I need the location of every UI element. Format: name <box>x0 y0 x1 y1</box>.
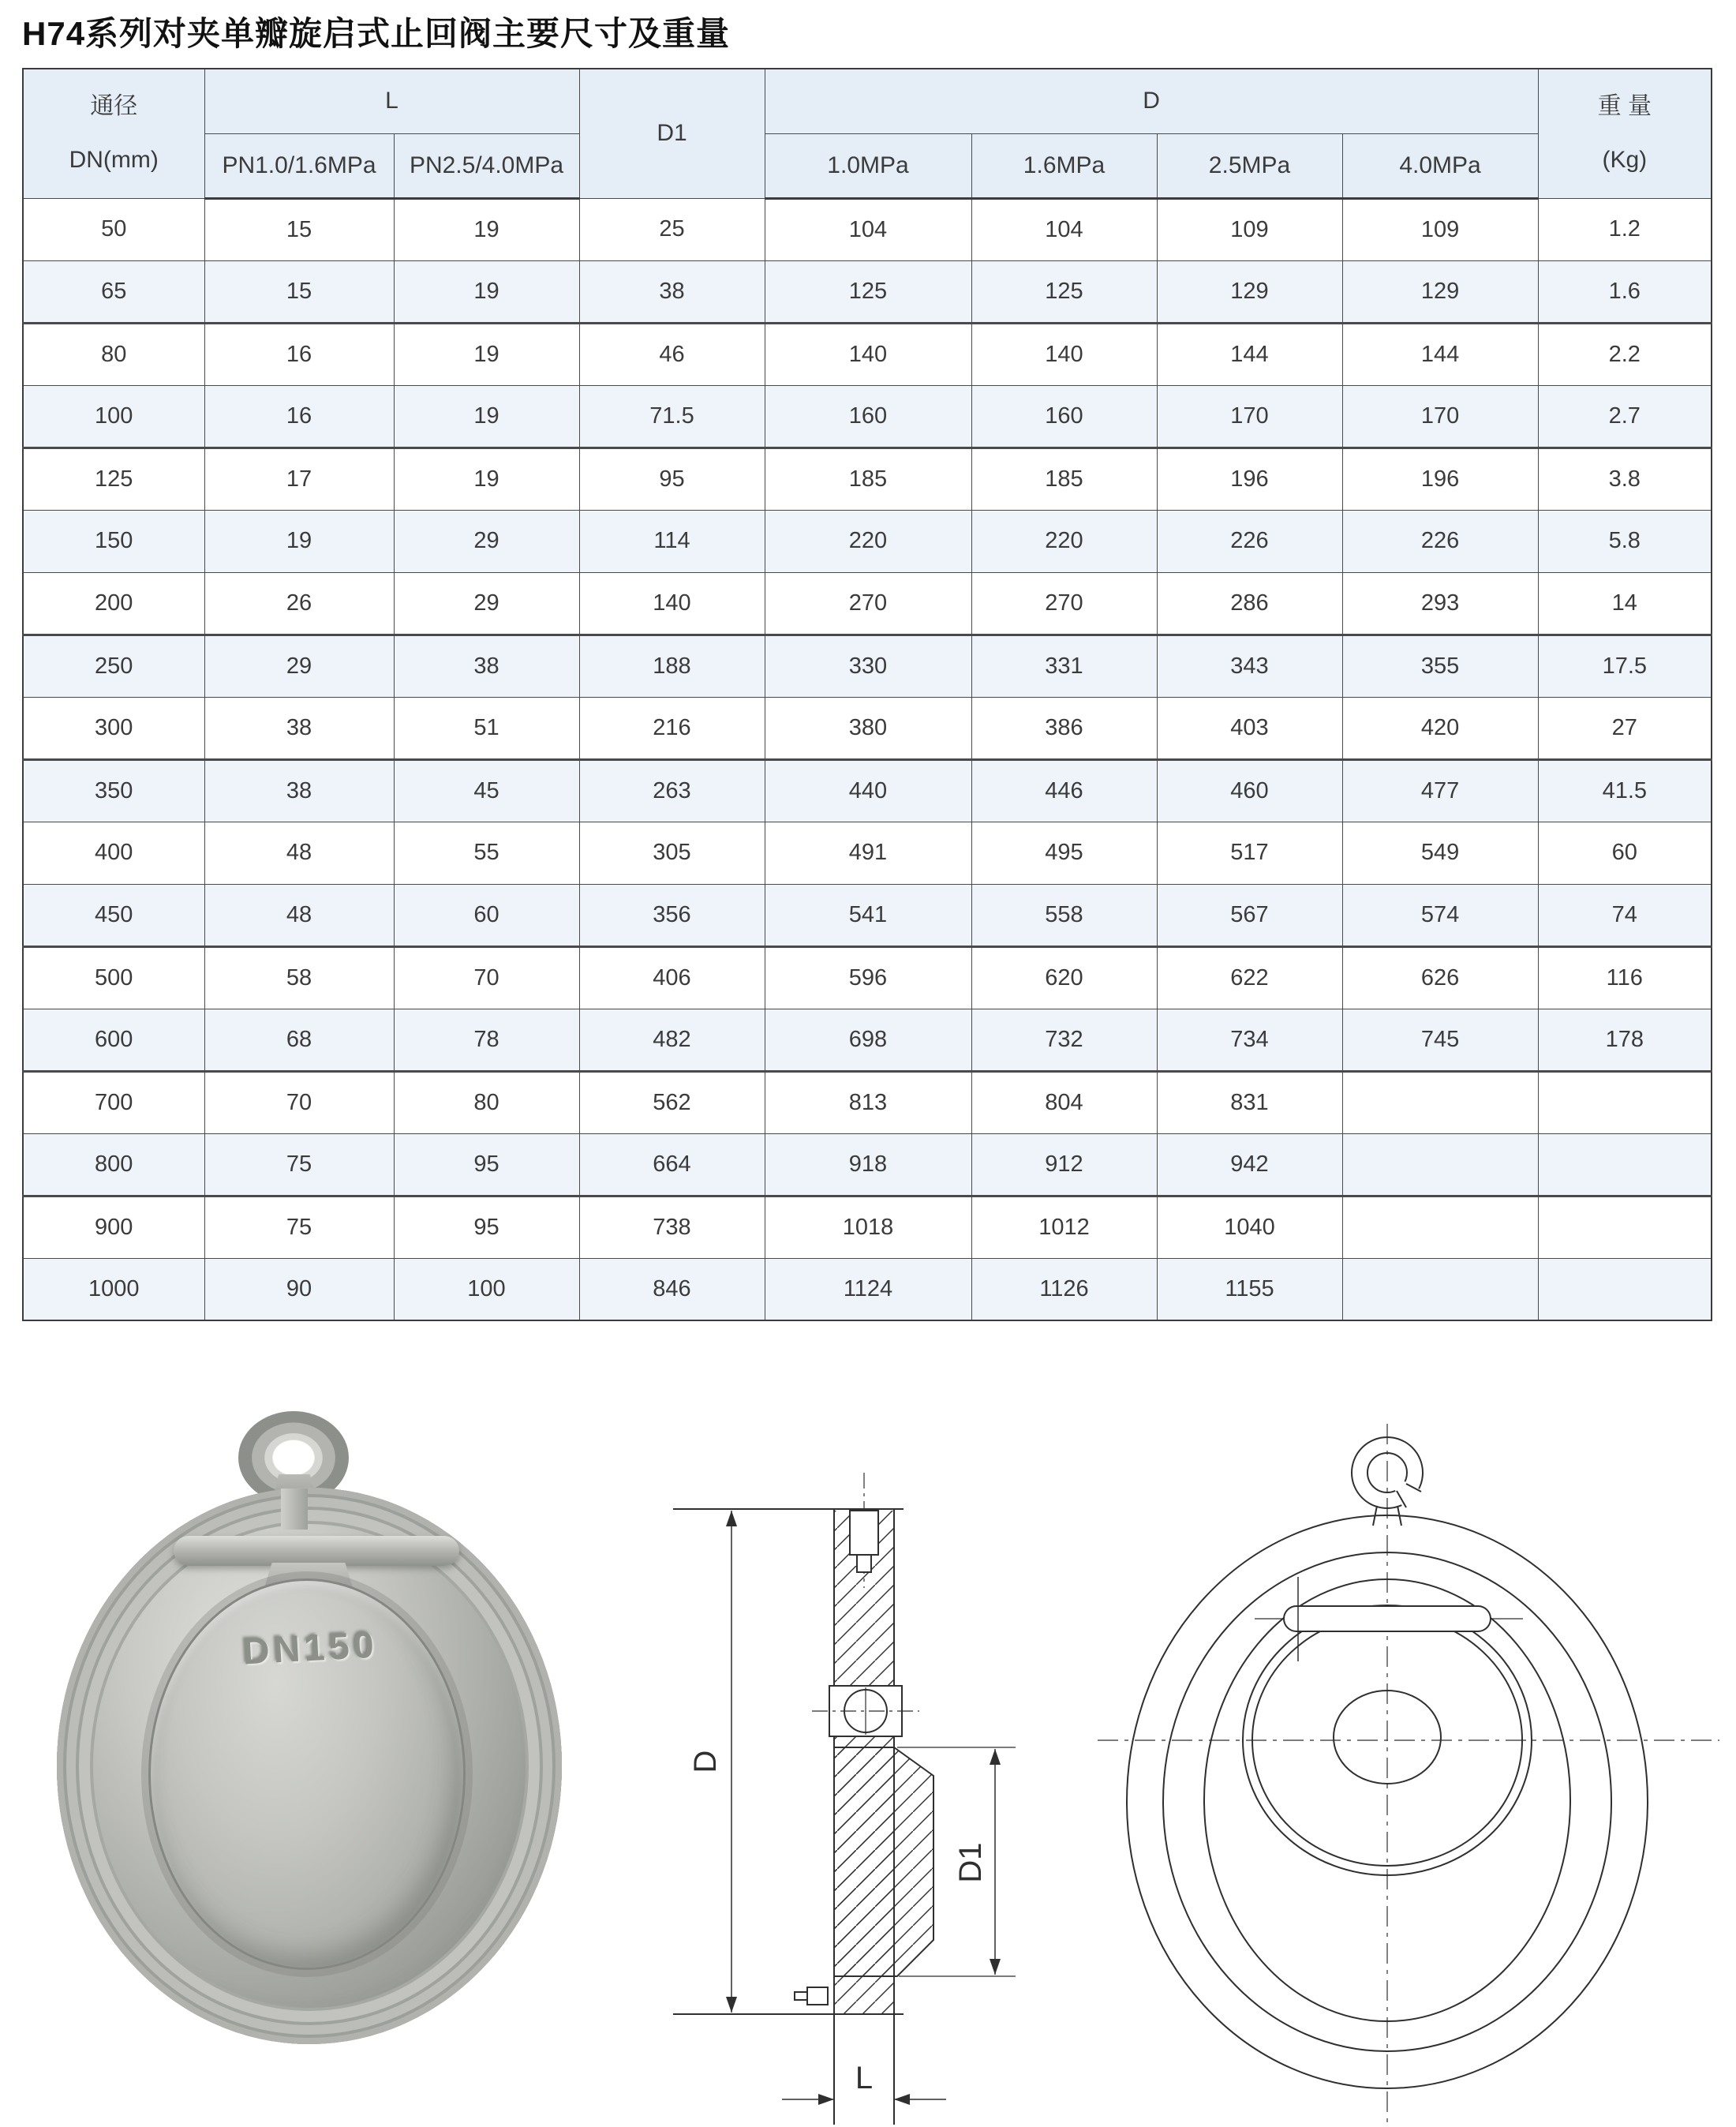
header-d-16mpa: 1.6MPa <box>971 133 1157 198</box>
table-cell: 495 <box>971 822 1157 884</box>
table-cell: 188 <box>579 635 765 697</box>
table-cell: 732 <box>971 1009 1157 1071</box>
table-cell: 196 <box>1342 447 1538 510</box>
table-cell: 2.7 <box>1538 385 1712 447</box>
table-cell: 15 <box>204 260 394 323</box>
table-cell: 1018 <box>765 1196 971 1258</box>
table-cell: 450 <box>23 884 204 946</box>
table-cell: 343 <box>1157 635 1342 697</box>
table-cell: 446 <box>971 759 1157 822</box>
table-cell: 19 <box>394 260 579 323</box>
pivot-pin-bar <box>174 1536 459 1566</box>
table-cell: 140 <box>579 572 765 635</box>
table-cell: 216 <box>579 697 765 759</box>
table-cell: 745 <box>1342 1009 1538 1071</box>
table-cell: 38 <box>394 635 579 697</box>
table-cell: 74 <box>1538 884 1712 946</box>
table-cell: 71.5 <box>579 385 765 447</box>
table-cell: 178 <box>1538 1009 1712 1071</box>
table-cell: 562 <box>579 1071 765 1133</box>
table-cell: 95 <box>394 1196 579 1258</box>
table-cell: 1124 <box>765 1258 971 1320</box>
header-d-25mpa: 2.5MPa <box>1157 133 1342 198</box>
table-cell: 293 <box>1342 572 1538 635</box>
table-cell: 331 <box>971 635 1157 697</box>
table-cell: 482 <box>579 1009 765 1071</box>
table-cell <box>1342 1071 1538 1133</box>
table-cell <box>1342 1196 1538 1258</box>
table-row <box>23 1009 1712 1071</box>
table-cell: 50 <box>23 198 204 260</box>
table-cell: 109 <box>1157 198 1342 260</box>
table-cell: 160 <box>971 385 1157 447</box>
table-cell: 109 <box>1342 198 1538 260</box>
table-cell: 1155 <box>1157 1258 1342 1320</box>
table-cell: 80 <box>23 323 204 385</box>
table-cell: 45 <box>394 759 579 822</box>
table-cell: 17 <box>204 447 394 510</box>
table-cell: 60 <box>394 884 579 946</box>
lower-bolt <box>807 1987 828 2005</box>
table-row <box>23 759 1712 822</box>
table-row <box>23 1196 1712 1258</box>
table-row <box>23 1258 1712 1320</box>
table-cell: 114 <box>579 510 765 572</box>
table-cell: 220 <box>765 510 971 572</box>
table-row <box>23 447 1712 510</box>
header-d1: D1 <box>579 69 765 198</box>
table-cell: 46 <box>579 323 765 385</box>
table-cell <box>1538 1196 1712 1258</box>
table-cell: 80 <box>394 1071 579 1133</box>
table-cell: 125 <box>971 260 1157 323</box>
header-l-pn10-16: PN1.0/1.6MPa <box>204 133 394 198</box>
table-cell: 620 <box>971 946 1157 1009</box>
table-cell: 19 <box>204 510 394 572</box>
valve-photo <box>0 1342 631 2127</box>
dimension-table-wrap <box>22 68 1712 1321</box>
header-l-pn25-40: PN2.5/4.0MPa <box>394 133 579 198</box>
figures-section <box>0 1342 1736 2127</box>
table-cell: 150 <box>23 510 204 572</box>
table-cell: 38 <box>204 697 394 759</box>
table-cell: 29 <box>394 510 579 572</box>
table-cell: 196 <box>1157 447 1342 510</box>
table-cell: 125 <box>765 260 971 323</box>
table-cell: 804 <box>971 1071 1157 1133</box>
table-cell: 2.2 <box>1538 323 1712 385</box>
table-cell: 58 <box>204 946 394 1009</box>
table-cell: 100 <box>23 385 204 447</box>
table-cell: 95 <box>579 447 765 510</box>
table-cell: 286 <box>1157 572 1342 635</box>
table-cell: 48 <box>204 884 394 946</box>
table-cell: 596 <box>765 946 971 1009</box>
dim-label-d1: D1 <box>953 1842 988 1883</box>
table-cell: 1040 <box>1157 1196 1342 1258</box>
table-cell <box>1538 1133 1712 1196</box>
dim-label-l: L <box>855 2061 874 2095</box>
table-cell: 3.8 <box>1538 447 1712 510</box>
table-cell: 38 <box>579 260 765 323</box>
table-cell: 15 <box>204 198 394 260</box>
dimension-table <box>22 68 1712 1321</box>
table-cell: 226 <box>1342 510 1538 572</box>
table-row <box>23 946 1712 1009</box>
table-cell: 100 <box>394 1258 579 1320</box>
table-cell: 16 <box>204 385 394 447</box>
table-cell: 270 <box>765 572 971 635</box>
table-cell: 1126 <box>971 1258 1157 1320</box>
table-cell: 26 <box>204 572 394 635</box>
table-cell: 270 <box>971 572 1157 635</box>
dimension-table-body <box>23 198 1712 1320</box>
table-cell: 144 <box>1342 323 1538 385</box>
table-cell: 500 <box>23 946 204 1009</box>
header-d-10mpa: 1.0MPa <box>765 133 971 198</box>
table-cell: 129 <box>1342 260 1538 323</box>
table-cell: 305 <box>579 822 765 884</box>
table-cell: 104 <box>765 198 971 260</box>
table-cell: 95 <box>394 1133 579 1196</box>
table-cell: 41.5 <box>1538 759 1712 822</box>
table-cell: 90 <box>204 1258 394 1320</box>
table-cell: 55 <box>394 822 579 884</box>
header-dn: 通径 DN(mm) <box>23 69 204 198</box>
table-cell: 300 <box>23 697 204 759</box>
table-cell: 800 <box>23 1133 204 1196</box>
table-cell: 1.2 <box>1538 198 1712 260</box>
table-cell: 17.5 <box>1538 635 1712 697</box>
table-cell: 700 <box>23 1071 204 1133</box>
table-cell: 75 <box>204 1196 394 1258</box>
table-cell: 19 <box>394 447 579 510</box>
table-cell: 104 <box>971 198 1157 260</box>
table-cell: 226 <box>1157 510 1342 572</box>
section-drawing <box>667 1452 1022 2127</box>
table-cell: 1.6 <box>1538 260 1712 323</box>
table-cell: 129 <box>1157 260 1342 323</box>
pin-front <box>1284 1606 1491 1631</box>
table-row <box>23 323 1712 385</box>
table-cell: 19 <box>394 323 579 385</box>
table-cell: 330 <box>765 635 971 697</box>
table-cell: 558 <box>971 884 1157 946</box>
table-cell <box>1538 1258 1712 1320</box>
bolt-nut <box>857 1555 871 1572</box>
table-row <box>23 510 1712 572</box>
table-cell: 170 <box>1157 385 1342 447</box>
header-d-group: D <box>765 69 1538 133</box>
table-cell: 29 <box>204 635 394 697</box>
table-cell: 185 <box>765 447 971 510</box>
table-cell: 60 <box>1538 822 1712 884</box>
table-cell: 250 <box>23 635 204 697</box>
table-row <box>23 1071 1712 1133</box>
table-cell: 664 <box>579 1133 765 1196</box>
table-cell: 406 <box>579 946 765 1009</box>
table-cell: 48 <box>204 822 394 884</box>
table-cell: 355 <box>1342 635 1538 697</box>
table-row <box>23 572 1712 635</box>
table-cell: 698 <box>765 1009 971 1071</box>
table-row <box>23 385 1712 447</box>
page-title: H74系列对夹单瓣旋启式止回阀主要尺寸及重量 <box>22 15 731 52</box>
table-row <box>23 635 1712 697</box>
table-cell: 144 <box>1157 323 1342 385</box>
table-cell: 27 <box>1538 697 1712 759</box>
table-cell: 912 <box>971 1133 1157 1196</box>
table-cell: 626 <box>1342 946 1538 1009</box>
table-cell: 549 <box>1342 822 1538 884</box>
bolt-head <box>850 1511 878 1555</box>
table-cell: 400 <box>23 822 204 884</box>
table-cell: 491 <box>765 822 971 884</box>
table-cell: 1012 <box>971 1196 1157 1258</box>
table-row <box>23 198 1712 260</box>
table-cell: 70 <box>394 946 579 1009</box>
table-cell: 734 <box>1157 1009 1342 1071</box>
table-cell: 160 <box>765 385 971 447</box>
table-cell <box>1538 1071 1712 1133</box>
table-cell: 356 <box>579 884 765 946</box>
table-cell: 19 <box>394 385 579 447</box>
table-row <box>23 822 1712 884</box>
header-d-40mpa: 4.0MPa <box>1342 133 1538 198</box>
table-cell: 78 <box>394 1009 579 1071</box>
table-header <box>23 69 1712 198</box>
table-row <box>23 260 1712 323</box>
eye-bolt-shank <box>281 1489 308 1530</box>
table-cell: 918 <box>765 1133 971 1196</box>
table-cell: 140 <box>765 323 971 385</box>
table-cell: 19 <box>394 198 579 260</box>
table-cell: 16 <box>204 323 394 385</box>
table-cell: 51 <box>394 697 579 759</box>
table-cell: 738 <box>579 1196 765 1258</box>
table-cell <box>1342 1258 1538 1320</box>
table-cell: 116 <box>1538 946 1712 1009</box>
table-cell: 70 <box>204 1071 394 1133</box>
table-cell: 942 <box>1157 1133 1342 1196</box>
table-cell: 5.8 <box>1538 510 1712 572</box>
table-cell: 170 <box>1342 385 1538 447</box>
table-cell: 68 <box>204 1009 394 1071</box>
table-cell: 440 <box>765 759 971 822</box>
table-cell: 403 <box>1157 697 1342 759</box>
table-cell: 574 <box>1342 884 1538 946</box>
table-cell: 14 <box>1538 572 1712 635</box>
table-cell: 380 <box>765 697 971 759</box>
disc-section <box>834 1747 933 1976</box>
disc-size-marking: DN150 <box>241 1623 379 1672</box>
table-cell: 25 <box>579 198 765 260</box>
table-cell: 541 <box>765 884 971 946</box>
dim-label-d: D <box>688 1750 723 1773</box>
table-cell: 420 <box>1342 697 1538 759</box>
table-cell: 622 <box>1157 946 1342 1009</box>
table-cell: 75 <box>204 1133 394 1196</box>
table-cell: 200 <box>23 572 204 635</box>
header-l-group: L <box>204 69 579 133</box>
table-cell: 38 <box>204 759 394 822</box>
table-cell: 140 <box>971 323 1157 385</box>
table-cell: 29 <box>394 572 579 635</box>
table-cell: 813 <box>765 1071 971 1133</box>
table-cell: 477 <box>1342 759 1538 822</box>
table-cell: 600 <box>23 1009 204 1071</box>
table-cell: 831 <box>1157 1071 1342 1133</box>
table-cell: 1000 <box>23 1258 204 1320</box>
table-cell: 65 <box>23 260 204 323</box>
table-cell: 900 <box>23 1196 204 1258</box>
table-row <box>23 1133 1712 1196</box>
header-weight: 重 量 (Kg) <box>1538 69 1712 198</box>
table-cell: 350 <box>23 759 204 822</box>
table-cell: 386 <box>971 697 1157 759</box>
table-row <box>23 884 1712 946</box>
table-cell: 460 <box>1157 759 1342 822</box>
table-cell: 846 <box>579 1258 765 1320</box>
table-cell: 125 <box>23 447 204 510</box>
table-cell: 567 <box>1157 884 1342 946</box>
table-cell: 517 <box>1157 822 1342 884</box>
table-row <box>23 697 1712 759</box>
table-cell <box>1342 1133 1538 1196</box>
table-cell: 185 <box>971 447 1157 510</box>
table-cell: 263 <box>579 759 765 822</box>
table-cell: 220 <box>971 510 1157 572</box>
front-view-drawing <box>1093 1421 1724 2127</box>
